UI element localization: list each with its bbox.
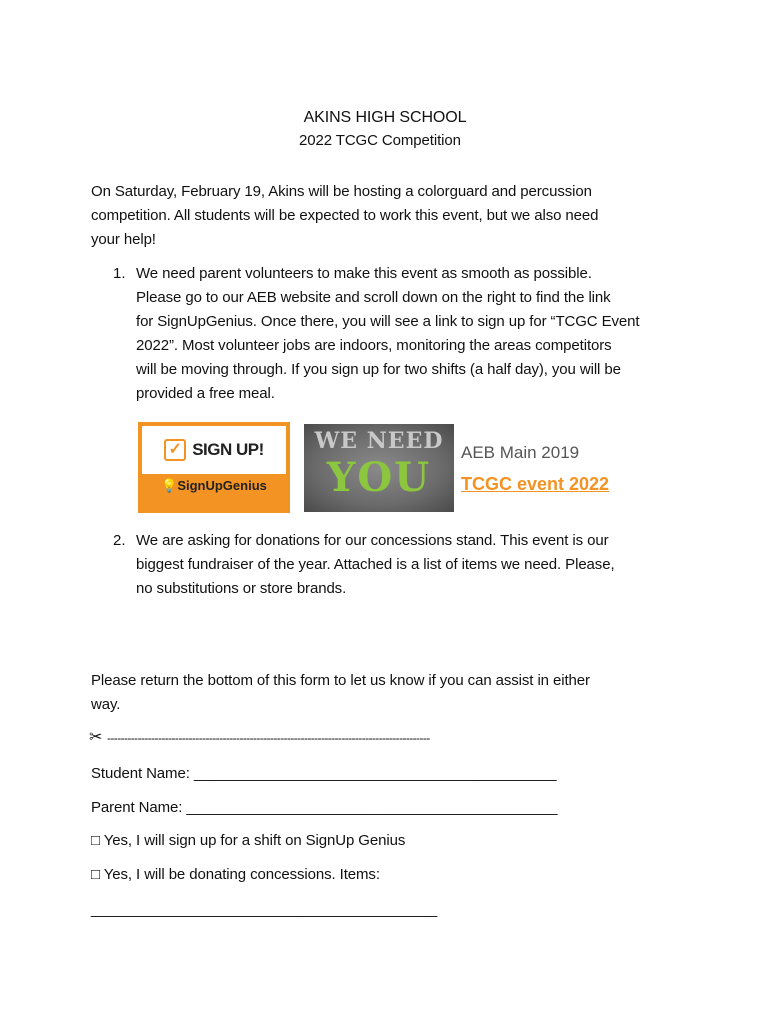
list-line: biggest fundraiser of the year. Attached is a list of items we need. Please, [136,556,615,573]
tcgc-event-link[interactable]: TCGC event 2022 [461,474,610,494]
lightbulb-icon: 💡 [161,478,178,493]
page-subtitle: 2022 TCGC Competition [299,132,461,149]
intro-line: On Saturday, February 19, Akins will be hosting a colorguard and percussion [91,183,592,200]
list-line: We are asking for donations for our concessions stand. This event is our [136,532,609,549]
return-line: Please return the bottom of this form to let us know if you can assist in either [91,672,590,689]
cut-line: ----------------------------------------------------------------------------------------------- [107,731,430,745]
signupgenius-logo: SignUpGenius [177,478,267,493]
list-line: We need parent volunteers to make this event as smooth as possible. [136,265,592,282]
items-field[interactable]: __________________________________________ [91,901,438,918]
we-need-you-image [304,424,454,512]
return-line: way. [91,696,121,713]
aeb-main-label: AEB Main 2019 [461,443,580,462]
list-number: 2. [113,532,126,549]
signup-label: SIGN UP! [192,440,264,459]
list-line: will be moving through. If you sign up for two shifts (a half day), you will be [136,361,621,378]
list-line: Please go to our AEB website and scroll down on the right to find the link [136,289,611,306]
list-line: for SignUpGenius. Once there, you will see a link to sign up for “TCGC Event [136,313,640,330]
intro-line: your help! [91,231,156,248]
intro-line: competition. All students will be expected to work this event, but we also need [91,207,599,224]
list-number: 1. [113,265,126,282]
parent-name-field[interactable]: Parent Name: _____________________________________________ [91,799,558,816]
list-line: 2022”. Most volunteer jobs are indoors, monitoring the areas competitors [136,337,612,354]
shift-checkbox-option[interactable]: □ Yes, I will sign up for a shift on SignUp Genius [91,832,406,849]
checkbox-check-icon: ✓ [164,439,186,461]
list-line: provided a free meal. [136,385,275,402]
list-line: no substitutions or store brands. [136,580,347,597]
scissors-icon: ✂ [89,729,103,746]
you-text: YOU [326,454,432,501]
page-title: AKINS HIGH SCHOOL [303,109,467,126]
student-name-field[interactable]: Student Name: ____________________________________________ [91,765,557,782]
donate-checkbox-option[interactable]: □ Yes, I will be donating concessions. Items: [91,866,380,883]
we-need-text: WE NEED [314,428,444,454]
signup-genius-image [138,422,290,513]
